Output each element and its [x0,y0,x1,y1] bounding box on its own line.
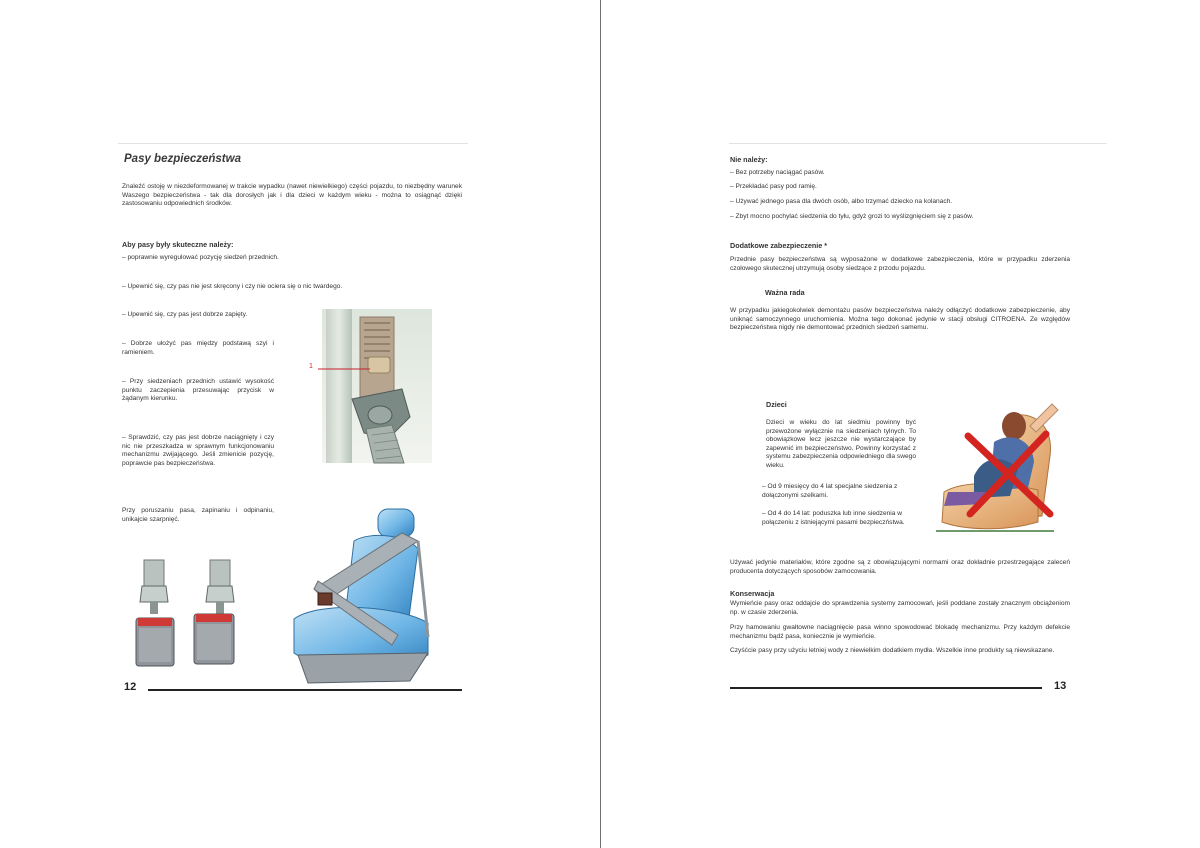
list-item: – Bez potrzeby naciągać pasów. [730,169,825,176]
list-item: – poprawnie wyregulować pozycję siedzeń przednich. [122,254,279,261]
belt-adjuster-illustration [312,307,434,465]
top-edge-line [729,143,1107,144]
children-heading: Dzieci [766,400,787,409]
callout-number: 1 [309,363,313,370]
care-paragraph-1: Wymieńcie pasy oraz oddajcie do sprawdzenia systemy zamocowań, jeśli poddane zostały znacznym obciążeniom np. w czasie zderzenia. [730,600,1070,616]
list-item: – Przekładać pasy pod ramię. [730,183,817,190]
list-item: – Upewnić się, czy pas jest dobrze zapięty. [122,311,248,318]
list-item: – Od 4 do 14 lat: poduszka lub inne siedzenia w połączeniu z istniejącymi pasami bezpieczństwa. [762,510,905,526]
list-item: – Używać jednego pasa dla dwóch osób, albo trzymać dziecko na kolanach. [730,198,953,205]
list-item: – Dobrze ułożyć pas między podstawą szyi i ramieniem. [122,340,274,356]
footer-rule [148,689,462,691]
children-text: Dzieci w wieku do lat siedmiu powinny być przewożone wyłącznie na siedzeniach tylnych. To obowiązkowe lecz jeszcze nie wystarczające by zapewnić im bezpieczeństwo. Powinny korzystać z systemu zabezpieczenia odpowiedniego dla swego wieku. [766,419,916,469]
list-item: – Sprawdzić, czy pas jest dobrze naciągnięty i czy nic nie przeszkadza w sprawnym funkcjonowaniu mechanizmu zwijającego. Jeśli zmienicie pozycję, poprawcie pas bezpieczeństwa. [122,434,274,467]
extra-protection-text: Przednie pasy bezpieczeństwa są wyposażone w dodatkowe zabezpieczenia, które w przypadku zderzenia czołowego skutecznej utrzymują osoby siedzące z przodu pojazdu. [730,256,1070,272]
intro-paragraph: Znaleźć ostoję w niezdeformowanej w trakcie wypadku (nawet niewielkiego) części pojazdu, to niezbędny warunek Waszego bezpieczeństwa - tak dla dorosłych jak i dla dzieci w każdym wieku - można to osiągnąć dzięki zastosowaniu odpowiednich środków. [122,183,462,208]
list-item: – Od 9 miesięcy do 4 lat specjalne siedzenia z dołączonymi szelkami. [762,483,898,499]
page-number: 12 [124,681,137,693]
footer-rule [730,687,1042,689]
page-number: 13 [1054,680,1067,692]
list-item: – Upewnić się, czy pas nie jest skręcony i czy nie ociera się o nic twardego. [122,283,343,290]
care-paragraph-3: Czyśćcie pasy przy użyciu letniej wody z niewielkim dodatkiem mydła. Wszelkie inne produkty są niewskazane. [730,647,1055,654]
care-paragraph-2: Przy hamowaniu gwałtowne naciągnięcie pasa winno spowodować blokadę mechanizmu. Przy każdym defekcie mechanizmu bądź pasa, koniecznie je wymieńcie. [730,624,1070,640]
seat-illustration [278,505,456,690]
buckle-illustration [130,558,245,670]
requirements-heading: Aby pasy były skuteczne należy: [122,240,234,249]
care-heading: Konserwacja [730,589,775,598]
child-on-lap-illustration [934,396,1064,534]
extra-protection-heading: Dodatkowe zabezpieczenie * [730,241,828,250]
important-text: W przypadku jakiegokolwiek demontażu pasów bezpieczeństwa należy odłączyć dodatkowe zabezpieczenie, aby uniknąć samoczynnego uruchomienia. Można tego dokonać jedynie w stacji obsługi CITROENA. Ze względów bezpieczeństwa nigdy nie demontować przednich siedzeń samemu. [730,307,1070,332]
page-title: Pasy bezpieczeństwa [124,153,241,165]
top-edge-line [118,143,468,144]
materials-text: Używać jedynie materiałów, które zgodne są z obowiązującymi normami oraz dokładnie przestrzegające zaleceń producenta dotyczących sposobów zamocowania. [730,559,1070,575]
list-item: – Przy siedzeniach przednich ustawić wysokość punktu zaczepienia przesuwając przycisk w żądanym kierunku. [122,378,274,403]
important-heading: Ważna rada [765,288,805,297]
list-item: – Zbyt mocno pochylać siedzenia do tyłu, gdyż grozi to wyślizgnięciem się z pasów. [730,213,974,220]
right-page [601,0,1200,848]
dont-heading: Nie należy: [730,155,768,164]
handling-note: Przy poruszaniu pasa, zapinaniu i odpinaniu, unikajcie szarpnięć. [122,507,274,523]
